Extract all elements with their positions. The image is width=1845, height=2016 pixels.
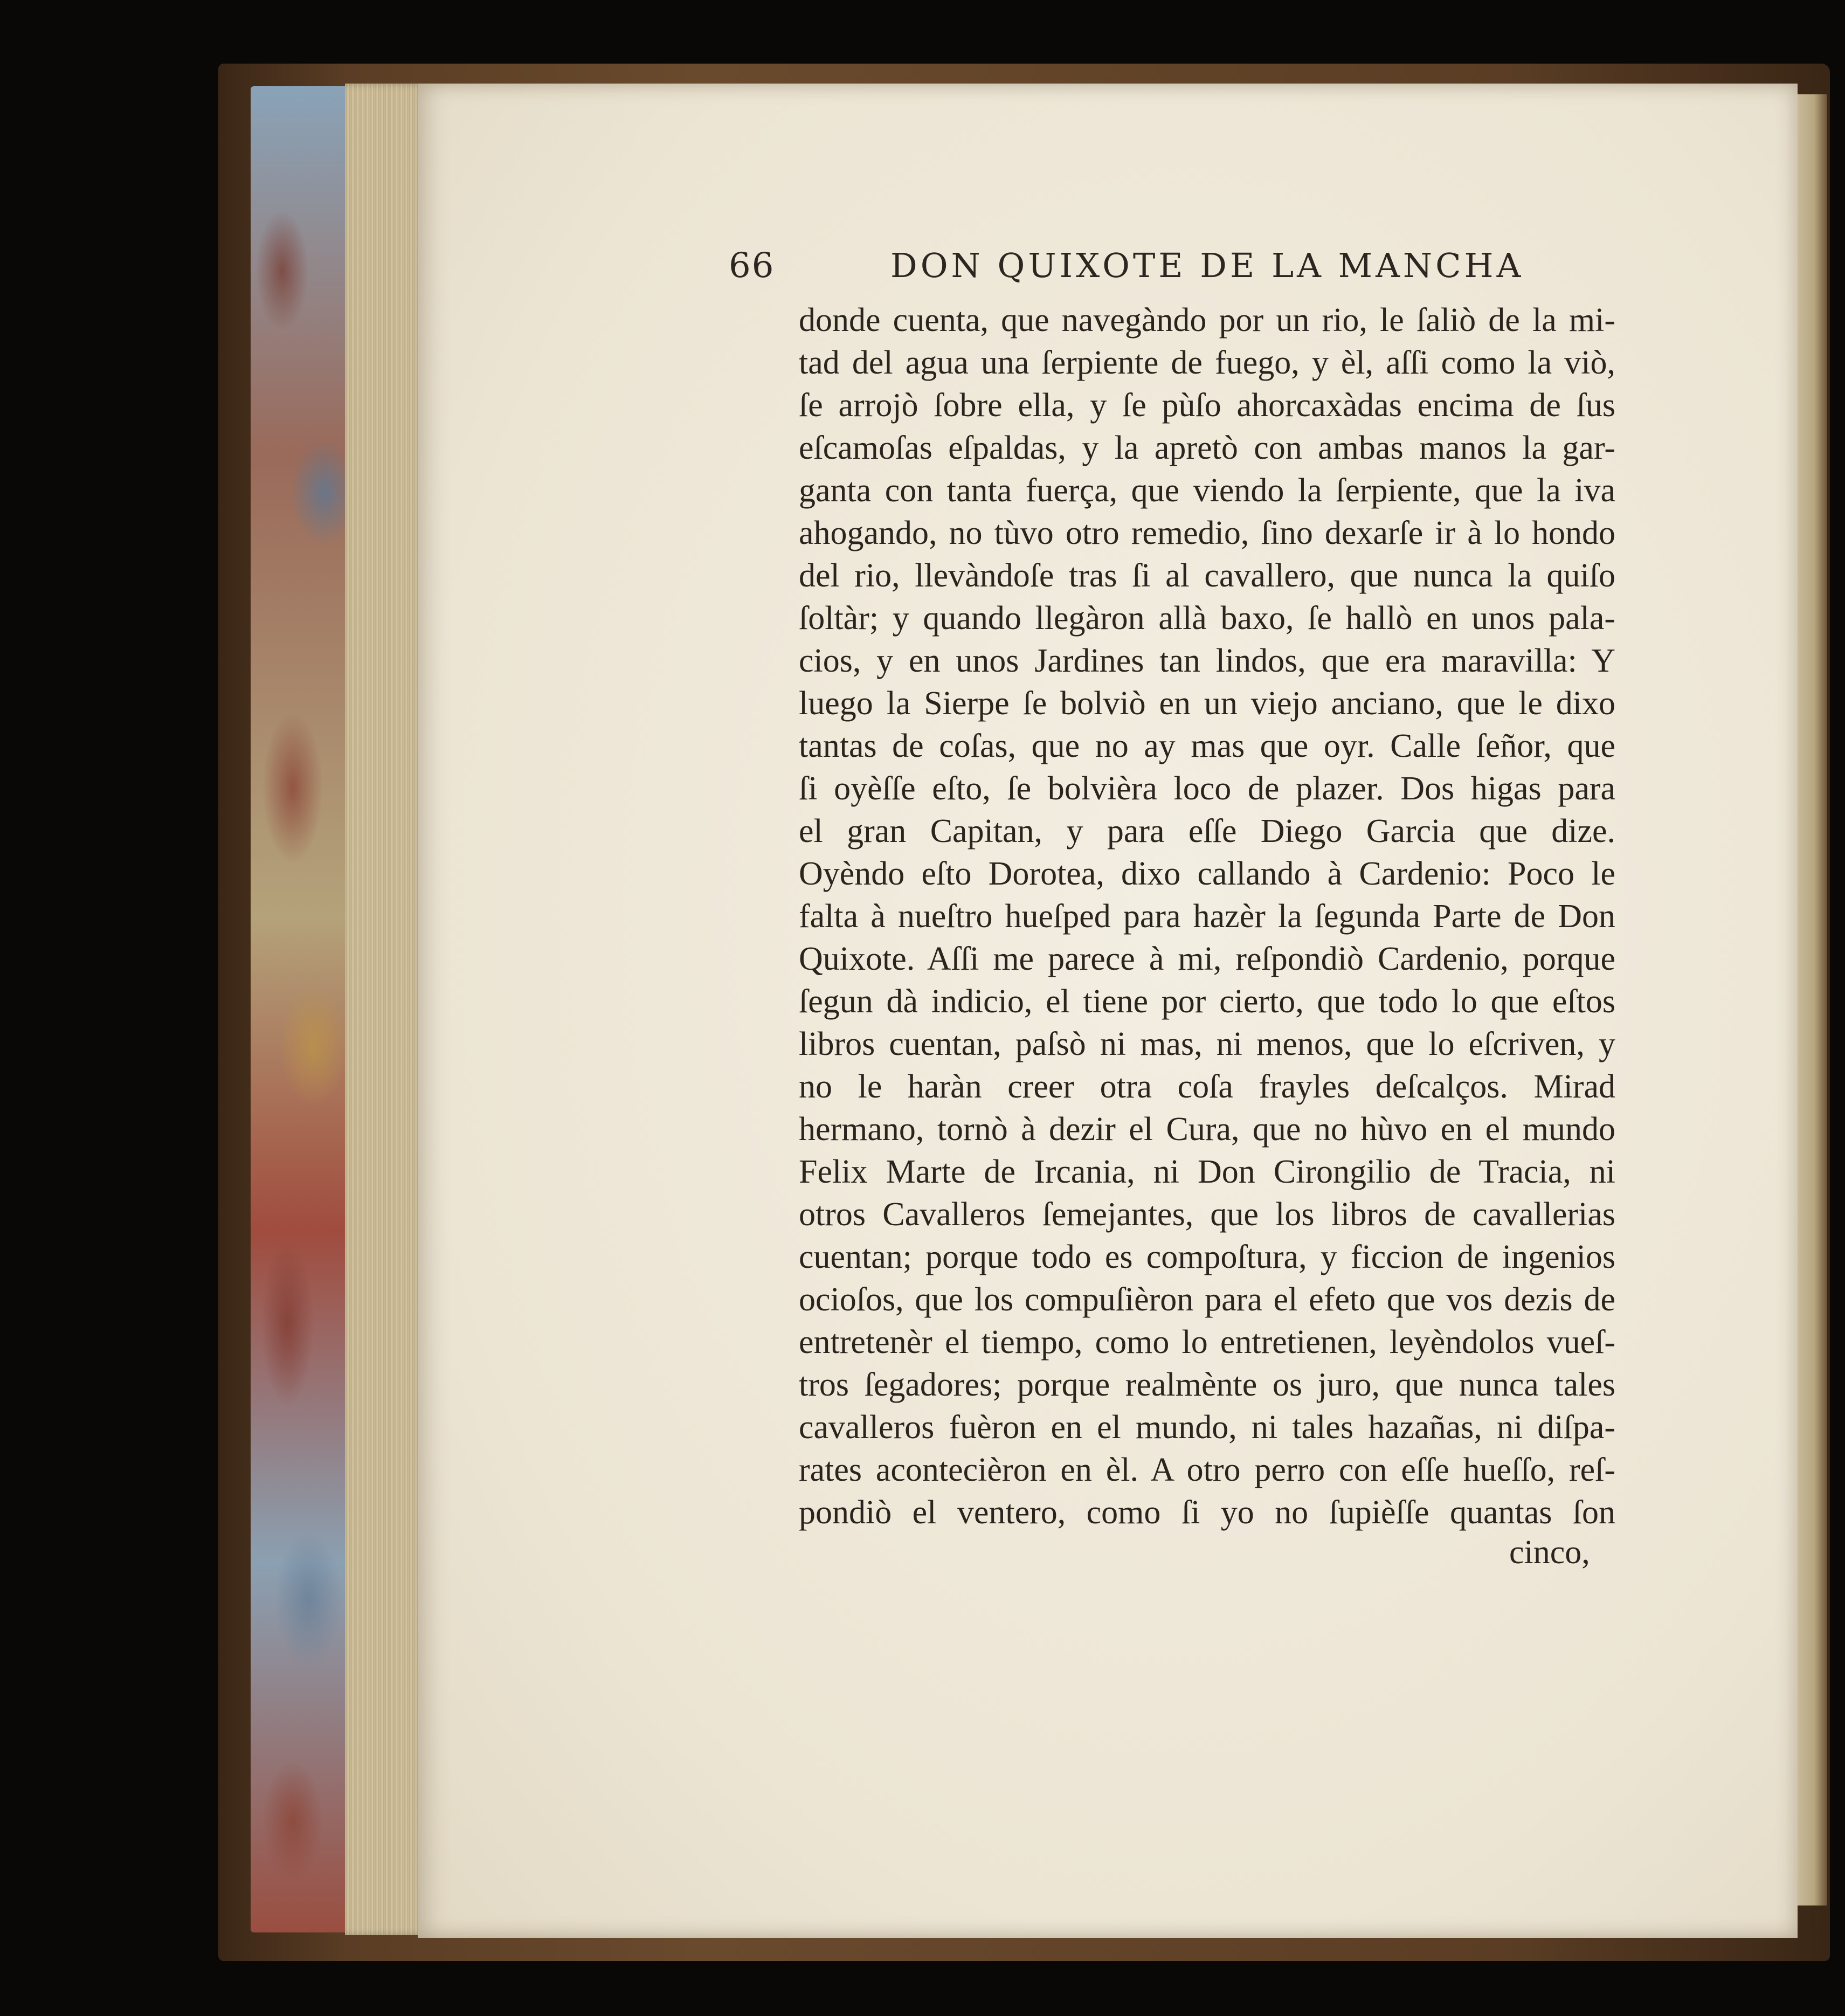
text-line: eſcamoſas eſpaldas, y la apretò con ambas manos la gar- — [799, 430, 1615, 466]
text-line: del rio, llevàndoſe tras ſi al cavallero, que nunca la quiſo — [799, 557, 1615, 594]
text-line: el gran Capitan, y para eſſe Diego Garcia que dize. — [799, 813, 1615, 850]
text-line: libros cuentan, paſsò ni mas, ni menos, que lo eſcriven, y — [799, 1026, 1615, 1062]
text-line: entretenèr el tiempo, como lo entretienen, leyèndolos vueſ- — [799, 1324, 1615, 1361]
text-line: Oyèndo eſto Dorotea, dixo callando à Cardenio: Poco le — [799, 855, 1615, 892]
text-line: otros Cavalleros ſemejantes, que los libros de cavallerias — [799, 1196, 1615, 1233]
text-line: tros ſegadores; porque realmènte os juro, que nunca tales — [799, 1366, 1615, 1403]
text-line: ahogando, no tùvo otro remedio, ſino dexarſe ir à lo hondo — [799, 515, 1615, 551]
body-text — [799, 299, 1615, 1534]
running-head — [729, 243, 1526, 291]
text-line: luego la Sierpe ſe bolviò en un viejo anciano, que le dixo — [799, 685, 1615, 722]
catchword: cinco, — [1509, 1534, 1590, 1571]
right-page-edge — [1795, 94, 1827, 1905]
text-line: ocioſos, que los compuſièron para el efeto que vos dezis de — [799, 1281, 1615, 1318]
page-edges — [345, 84, 426, 1935]
text-line: ganta con tanta fuerça, que viendo la ſerpiente, que la iva — [799, 472, 1615, 509]
text-line: donde cuenta, que navegàndo por un rio, le ſaliò de la mi- — [799, 302, 1615, 339]
text-line: cuentan; porque todo es compoſtura, y ficcion de ingenios — [799, 1239, 1615, 1275]
marbled-endpaper — [251, 86, 356, 1932]
text-line: ſoltàr; y quando llegàron allà baxo, ſe hallò en unos pala- — [799, 600, 1615, 637]
text-line: hermano, tornò à dezir el Cura, que no hùvo en el mundo — [799, 1111, 1615, 1148]
text-line: tantas de coſas, que no ay mas que oyr. Calle ſeñor, que — [799, 728, 1615, 764]
text-line: cavalleros fuèron en el mundo, ni tales hazañas, ni diſpa- — [799, 1409, 1615, 1446]
text-line: pondiò el ventero, como ſi yo no ſupièſſe quantas ſon — [799, 1494, 1615, 1531]
page-title: DON QUIXOTE DE LA MANCHA — [890, 246, 1524, 285]
text-line: ſe arrojò ſobre ella, y ſe pùſo ahorcaxàdas encima de ſus — [799, 387, 1615, 424]
text-line: ſi oyèſſe eſto, ſe bolvièra loco de plazer. Dos higas para — [799, 770, 1615, 807]
text-line: falta à nueſtro hueſped para hazèr la ſegunda Parte de Don — [799, 898, 1615, 935]
text-line: Quixote. Aſſi me parece à mi, reſpondiò Cardenio, porque — [799, 941, 1615, 977]
page-number: 66 — [729, 246, 775, 286]
text-line: Felix Marte de Ircania, ni Don Cirongilio de Tracia, ni — [799, 1154, 1615, 1190]
text-line: no le haràn creer otra coſa frayles deſcalços. Mirad — [799, 1068, 1615, 1105]
text-line: cios, y en unos Jardines tan lindos, que era maravilla: Y — [799, 643, 1615, 679]
text-line: rates acontecièron en èl. A otro perro con eſſe hueſſo, reſ- — [799, 1452, 1615, 1488]
text-line: ſegun dà indicio, el tiene por cierto, que todo lo que eſtos — [799, 983, 1615, 1020]
text-line: tad del agua una ſerpiente de fuego, y èl, aſſi como la viò, — [799, 344, 1615, 381]
